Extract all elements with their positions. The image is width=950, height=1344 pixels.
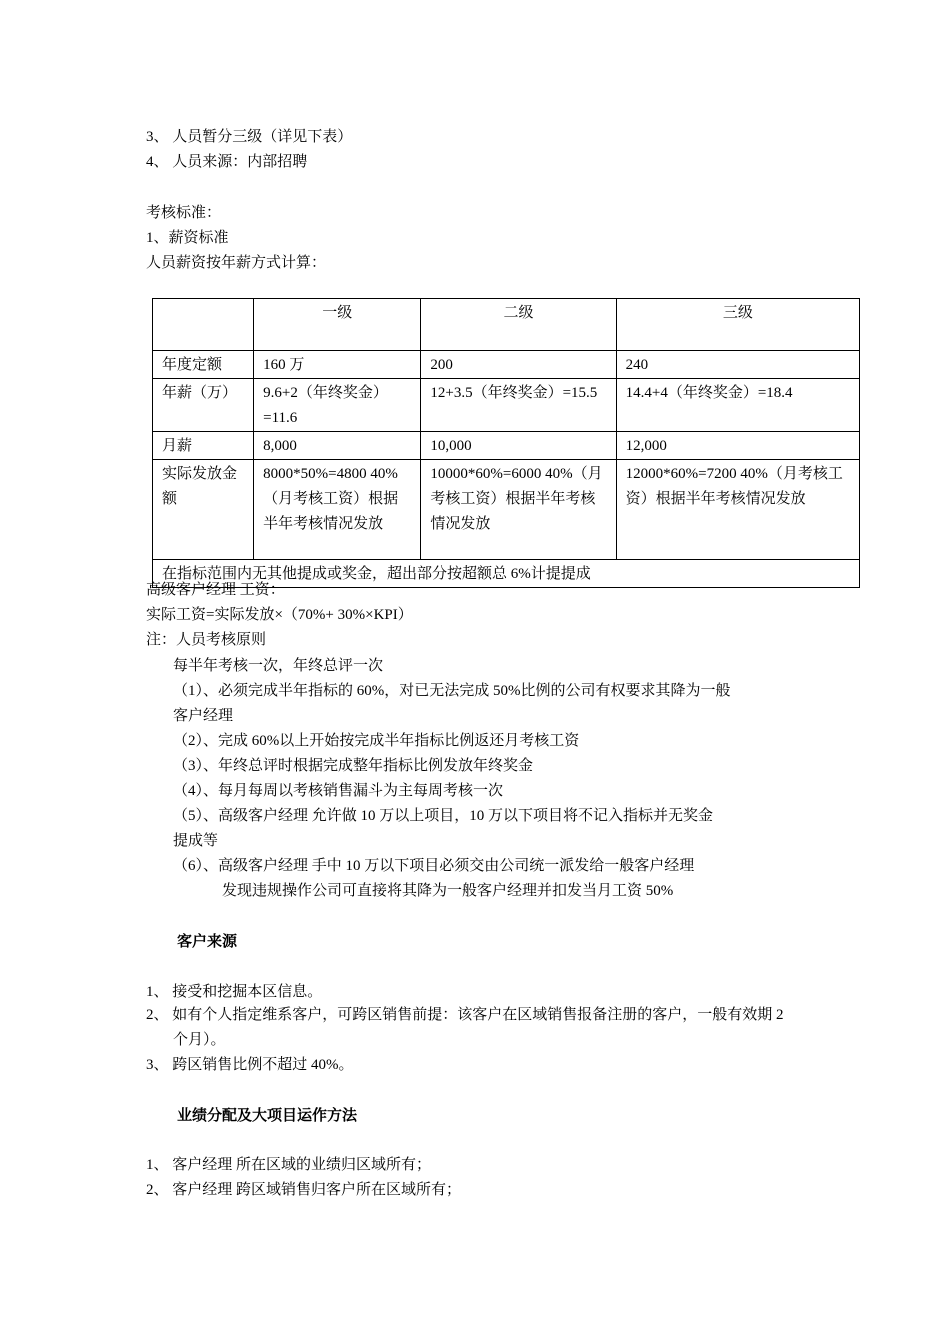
table-header-cell: 三级 bbox=[616, 299, 859, 351]
allocation-item-1: 1、 客户经理 所在区域的业绩归区域所有； bbox=[146, 1157, 432, 1173]
table-cell: 月薪 bbox=[153, 432, 254, 460]
intro-line-3: 3、 人员暂分三级（详见下表） bbox=[146, 129, 353, 145]
table-cell: 年度定额 bbox=[153, 351, 254, 379]
principles-title: 注：人员考核原则 bbox=[146, 632, 267, 648]
table-row bbox=[153, 432, 860, 460]
salary-formula: 实际工资=实际发放×（70%+ 30%×KPI） bbox=[146, 607, 413, 623]
table-footer-note: 在指标范围内无其他提成或奖金，超出部分按超额总 6%计提提成 bbox=[153, 560, 860, 588]
principle-1: （1）、必须完成半年指标的 60%，对已无法完成 50%比例的公司有权要求其降为一般 bbox=[173, 683, 731, 699]
table-header-row bbox=[153, 299, 860, 351]
table-header-cell bbox=[153, 299, 254, 351]
principle-5: （5）、高级客户经理 允许做 10 万以上项目，10 万以下项目将不记入指标并无奖金 bbox=[173, 808, 714, 824]
table-cell: 9.6+2（年终奖金）=11.6 bbox=[254, 379, 421, 432]
principle-1-cont: 客户经理 bbox=[173, 708, 234, 724]
standard-title: 考核标准： bbox=[146, 205, 222, 221]
standard-desc: 人员薪资按年薪方式计算： bbox=[146, 255, 327, 271]
allocation-item-2: 2、 客户经理 跨区域销售归客户所在区域所有； bbox=[146, 1182, 462, 1198]
table-cell: 8,000 bbox=[254, 432, 421, 460]
table-cell: 14.4+4（年终奖金）=18.4 bbox=[616, 379, 859, 432]
table-cell: 12000*60%=7200 40%（月考核工资）根据半年考核情况发放 bbox=[616, 460, 859, 560]
salary-table bbox=[152, 298, 860, 588]
table-cell: 年薪（万） bbox=[153, 379, 254, 432]
principle-5-cont: 提成等 bbox=[173, 833, 219, 849]
principle-6: （6）、高级客户经理 手中 10 万以下项目必须交由公司统一派发给一般客户经理 bbox=[173, 858, 695, 874]
source-item-3: 3、 跨区销售比例不超过 40%。 bbox=[146, 1057, 354, 1073]
principles-lead: 每半年考核一次，年终总评一次 bbox=[173, 658, 384, 674]
table-cell: 12+3.5（年终奖金）=15.5 bbox=[421, 379, 616, 432]
table-cell: 240 bbox=[616, 351, 859, 379]
table-cell: 200 bbox=[421, 351, 616, 379]
table-cell: 10,000 bbox=[421, 432, 616, 460]
salary-line-1: 高级客户经理 工资： bbox=[146, 582, 285, 598]
principle-3: （3）、年终总评时根据完成整年指标比例发放年终奖金 bbox=[173, 758, 534, 774]
table-cell: 实际发放金额 bbox=[153, 460, 254, 560]
source-item-2: 2、 如有个人指定维系客户，可跨区销售前提：该客户在区域销售报备注册的客户，一般有效期 2 bbox=[146, 1007, 784, 1023]
source-item-1: 1、 接受和挖掘本区信息。 bbox=[146, 984, 323, 1000]
table-cell: 160 万 bbox=[254, 351, 421, 379]
table-row bbox=[153, 379, 860, 432]
principle-2: （2）、完成 60%以上开始按完成半年指标比例返还月考核工资 bbox=[173, 733, 580, 749]
section-title-allocation: 业绩分配及大项目运作方法 bbox=[177, 1108, 358, 1124]
table-cell: 10000*60%=6000 40%（月考核工资）根据半年考核情况发放 bbox=[421, 460, 616, 560]
table-cell: 12,000 bbox=[616, 432, 859, 460]
table-header-cell: 一级 bbox=[254, 299, 421, 351]
table-row bbox=[153, 351, 860, 379]
standard-item-1: 1、薪资标准 bbox=[146, 230, 229, 246]
table-row bbox=[153, 460, 860, 560]
table-cell: 8000*50%=4800 40%（月考核工资）根据半年考核情况发放 bbox=[254, 460, 421, 560]
intro-line-4: 4、 人员来源：内部招聘 bbox=[146, 154, 308, 170]
table-header-cell: 二级 bbox=[421, 299, 616, 351]
principle-6-cont: 发现违规操作公司可直接将其降为一般客户经理并扣发当月工资 50% bbox=[222, 883, 674, 899]
source-item-2-cont: 个月）。 bbox=[173, 1032, 226, 1048]
section-title-customer-source: 客户来源 bbox=[177, 934, 238, 950]
principle-4: （4）、每月每周以考核销售漏斗为主每周考核一次 bbox=[173, 783, 504, 799]
